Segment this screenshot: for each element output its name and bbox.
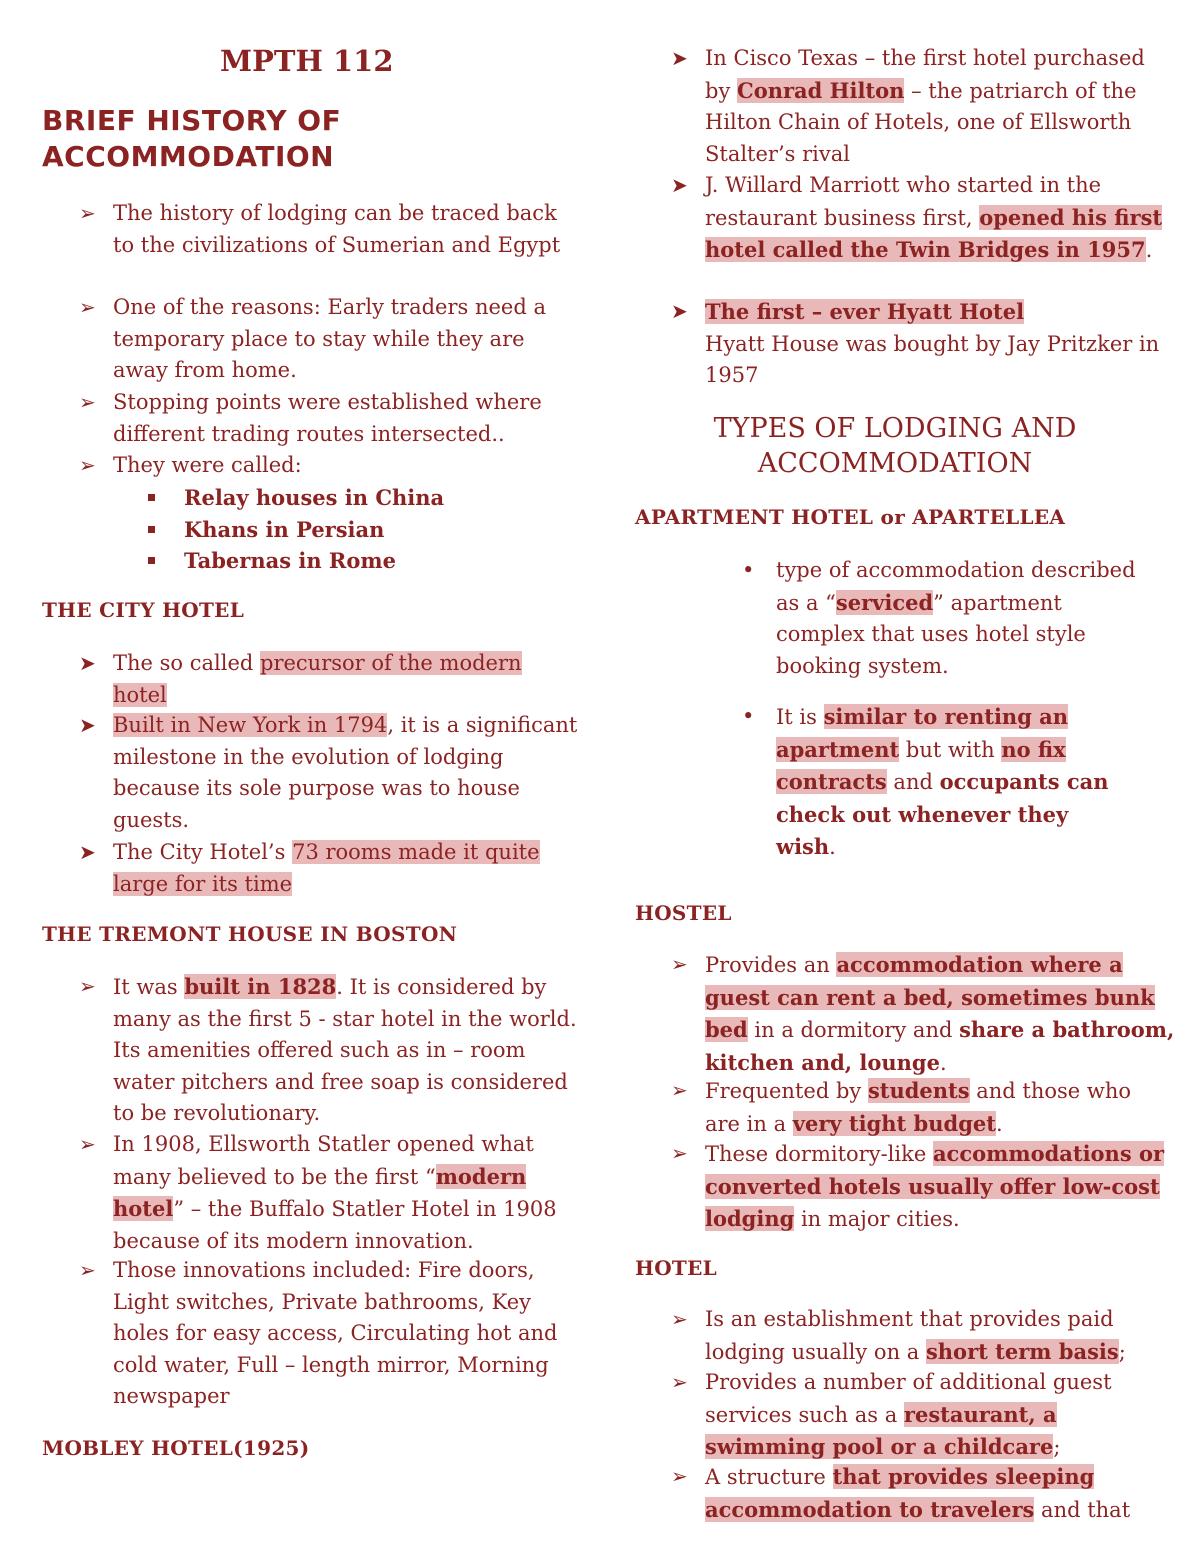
arrow-bullet-icon: ➤ — [671, 299, 688, 323]
arrow-bullet-icon: ➢ — [79, 1258, 96, 1282]
section-heading: THE CITY HOTEL — [42, 598, 245, 622]
list-item: ➢ It was built in 1828. It is considered by many as the first 5 - star hotel in the world. Its amenities offered such as in – room water pitchers and free soap is considered to be revolutionary. — [113, 971, 578, 1130]
arrow-bullet-icon: ➢ — [671, 1464, 688, 1488]
list-item: ➤ Built in New York in 1794, it is a significant milestone in the evolution of lodging because its sole purpose was to house guests. — [113, 710, 578, 836]
arrow-bullet-icon: ➢ — [79, 295, 96, 319]
arrow-bullet-icon: ➤ — [79, 840, 96, 864]
square-bullet-icon — [148, 494, 155, 501]
list-item: ➤ In Cisco Texas – the first hotel purchased by Conrad Hilton – the patriarch of the Hilton Chain of Hotels, one of Ellsworth Stalter’s rival — [705, 43, 1170, 170]
arrow-bullet-icon: ➤ — [79, 713, 96, 737]
list-item: ➢ The history of lodging can be traced back to the civilizations of Sumerian and Egypt — [113, 198, 578, 261]
arrow-bullet-icon: ➤ — [671, 46, 688, 70]
list-item: ➤ The City Hotel’s 73 rooms made it quite large for its time — [113, 837, 578, 900]
list-item: • It is similar to renting an apartment but with no fix contracts and occupants can check out whenever they wish. — [776, 701, 1126, 864]
arrow-bullet-icon: ➢ — [79, 201, 96, 225]
course-code: MPTH 112 — [220, 44, 394, 78]
arrow-bullet-icon: ➢ — [671, 952, 688, 976]
arrow-bullet-icon: ➢ — [79, 1132, 96, 1156]
arrow-bullet-icon: ➢ — [79, 453, 96, 477]
section-heading: HOSTEL — [635, 901, 732, 925]
dot-bullet-icon: • — [742, 704, 755, 728]
dot-bullet-icon: • — [742, 558, 755, 582]
arrow-bullet-icon: ➢ — [79, 974, 96, 998]
arrow-bullet-icon: ➢ — [671, 1078, 688, 1102]
arrow-bullet-icon: ➤ — [79, 651, 96, 675]
section-heading: MOBLEY HOTEL(1925) — [42, 1436, 310, 1460]
list-item: ➢ Provides a number of additional guest services such as a restaurant, a swimming pool or a childcare; — [705, 1367, 1175, 1464]
list-item: ➢ Provides an accommodation where a guest can rent a bed, sometimes bunk bed in a dormitory and share a bathroom, kitchen and, lounge. — [705, 949, 1175, 1079]
list-item: ➢ Is an establishment that provides paid lodging usually on a short term basis; — [705, 1304, 1175, 1368]
sub-list-item: Relay houses in China — [184, 482, 444, 514]
arrow-bullet-icon: ➢ — [671, 1141, 688, 1165]
list-item: ➤ J. Willard Marriott who started in the restaurant business first, opened his first hotel called the Twin Bridges in 1957. — [705, 170, 1170, 267]
arrow-bullet-icon: ➢ — [671, 1370, 688, 1394]
list-item: ➢ Stopping points were established where different trading routes intersected.. — [113, 387, 578, 450]
section-heading: THE TREMONT HOUSE IN BOSTON — [42, 922, 458, 946]
section-heading: APARTMENT HOTEL or APARTELLEA — [635, 505, 1066, 529]
list-item: ➢ In 1908, Ellsworth Statler opened what many believed to be the first “modern hotel” – the Buffalo Statler Hotel in 1908 because of its modern innovation. — [113, 1129, 578, 1257]
list-item: ➢ These dormitory-like accommodations or converted hotels usually offer low-cost lodging in major cities. — [705, 1138, 1175, 1236]
main-title: BRIEF HISTORY OF ACCOMMODATION — [42, 104, 342, 173]
list-item: ➢ Those innovations included: Fire doors, Light switches, Private bathrooms, Key holes for easy access, Circulating hot and cold water, Full – length mirror, Morning newspaper — [113, 1255, 578, 1413]
arrow-bullet-icon: ➤ — [671, 173, 688, 197]
list-item: ➢ They were called: — [113, 450, 578, 482]
arrow-bullet-icon: ➢ — [671, 1307, 688, 1331]
list-item: ➢ Frequented by students and those who are in a very tight budget. — [705, 1075, 1170, 1140]
sub-list-item: Khans in Persian — [184, 514, 384, 546]
list-item: ➤ The so called precursor of the modern hotel — [113, 648, 578, 711]
square-bullet-icon — [148, 557, 155, 564]
list-item: ➢ A structure that provides sleeping accommodation to travelers and that — [705, 1461, 1175, 1526]
square-bullet-icon — [148, 526, 155, 533]
section-heading: HOTEL — [635, 1256, 718, 1280]
list-item: ➤ The first – ever Hyatt Hotel Hyatt House was bought by Jay Pritzker in 1957 — [705, 296, 1175, 392]
arrow-bullet-icon: ➢ — [79, 390, 96, 414]
sub-list-item: Tabernas in Rome — [184, 545, 396, 577]
list-item: ➢ One of the reasons: Early traders need a temporary place to stay while they are away from home. — [113, 292, 578, 387]
types-heading: TYPES OF LODGING AND ACCOMMODATION — [713, 413, 1077, 479]
list-item: • type of accommodation described as a “serviced” apartment complex that uses hotel style booking system. — [776, 555, 1156, 682]
